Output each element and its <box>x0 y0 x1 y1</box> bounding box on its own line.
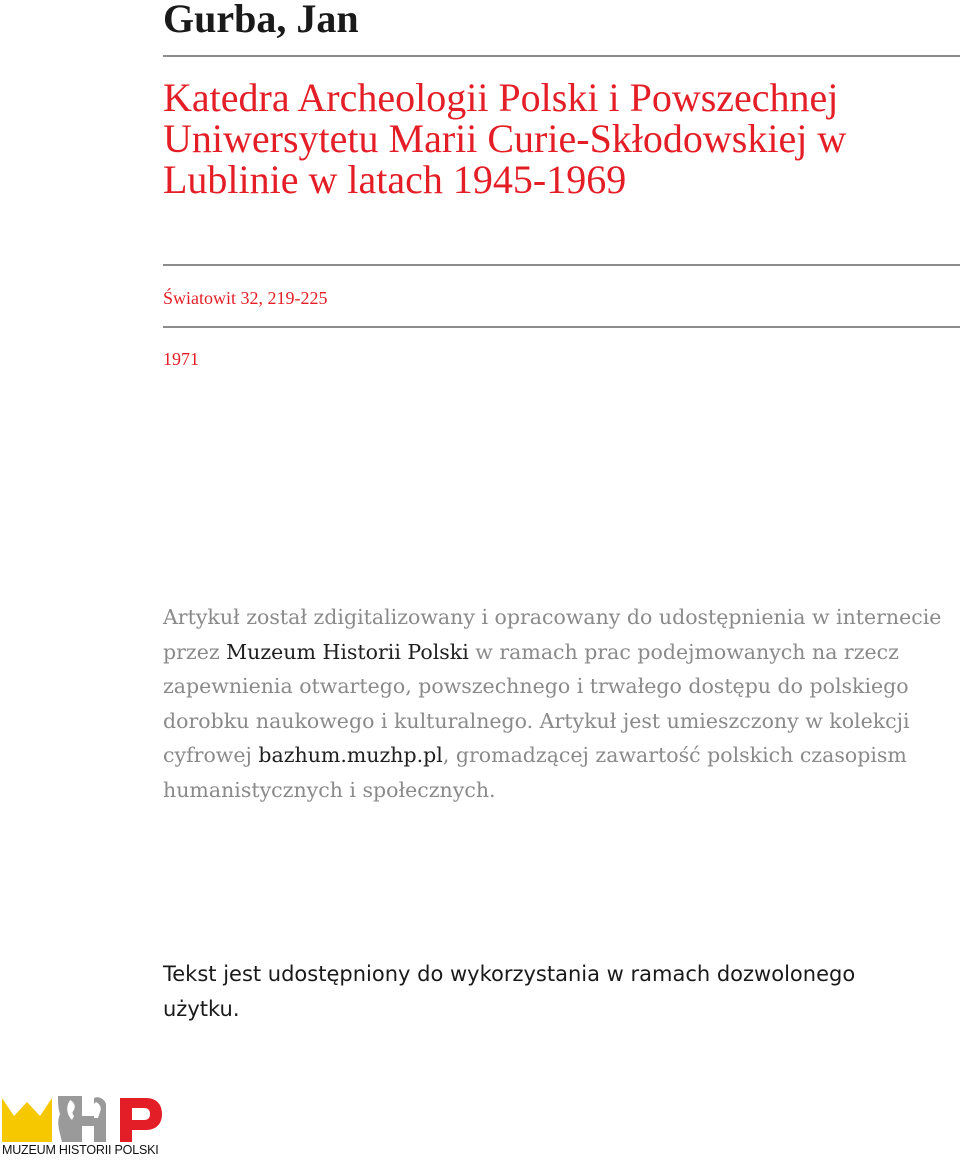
lower-divider <box>163 326 960 328</box>
journal-source: Światowit 32, 219-225 <box>163 288 328 308</box>
middle-divider <box>163 264 960 266</box>
note-text-1: Artykuł został zdigitalizowany i opracowany do udostępnienia w internecie przez <box>163 605 942 664</box>
article-title: Katedra Archeologii Polski i Powszechnej Uniwersytetu Marii Curie-Skłodowskiej w Lublinie w latach 1945-1969 <box>163 75 847 202</box>
note-text-2: w ramach prac podejmowanych na rzecz zapewnienia otwartego, powszechnego i trwałego dostępu do polskiego dorobku naukowego i kulturalnego. Artykuł jest umieszczony w kolekcji cyfrowej <box>163 639 910 767</box>
author-name: Gurba, Jan <box>163 0 359 41</box>
collection-site: bazhum.muzhp.pl <box>258 743 443 767</box>
museum-logo-icon <box>2 1092 167 1144</box>
usage-notice: Tekst jest udostępniony do wykorzystania w ramach dozwolonego użytku. <box>163 962 856 1021</box>
museum-logo <box>2 1092 167 1158</box>
digitization-note <box>163 600 943 807</box>
museum-logo-text: MUZEUM HISTORII POLSKI <box>2 1143 159 1157</box>
museum-name: Muzeum Historii Polski <box>226 639 469 664</box>
top-divider <box>163 55 960 57</box>
note-text-3: , gromadzącej zawartość polskich czasopism humanistycznych i społecznych. <box>163 743 907 802</box>
publication-year: 1971 <box>163 349 199 369</box>
